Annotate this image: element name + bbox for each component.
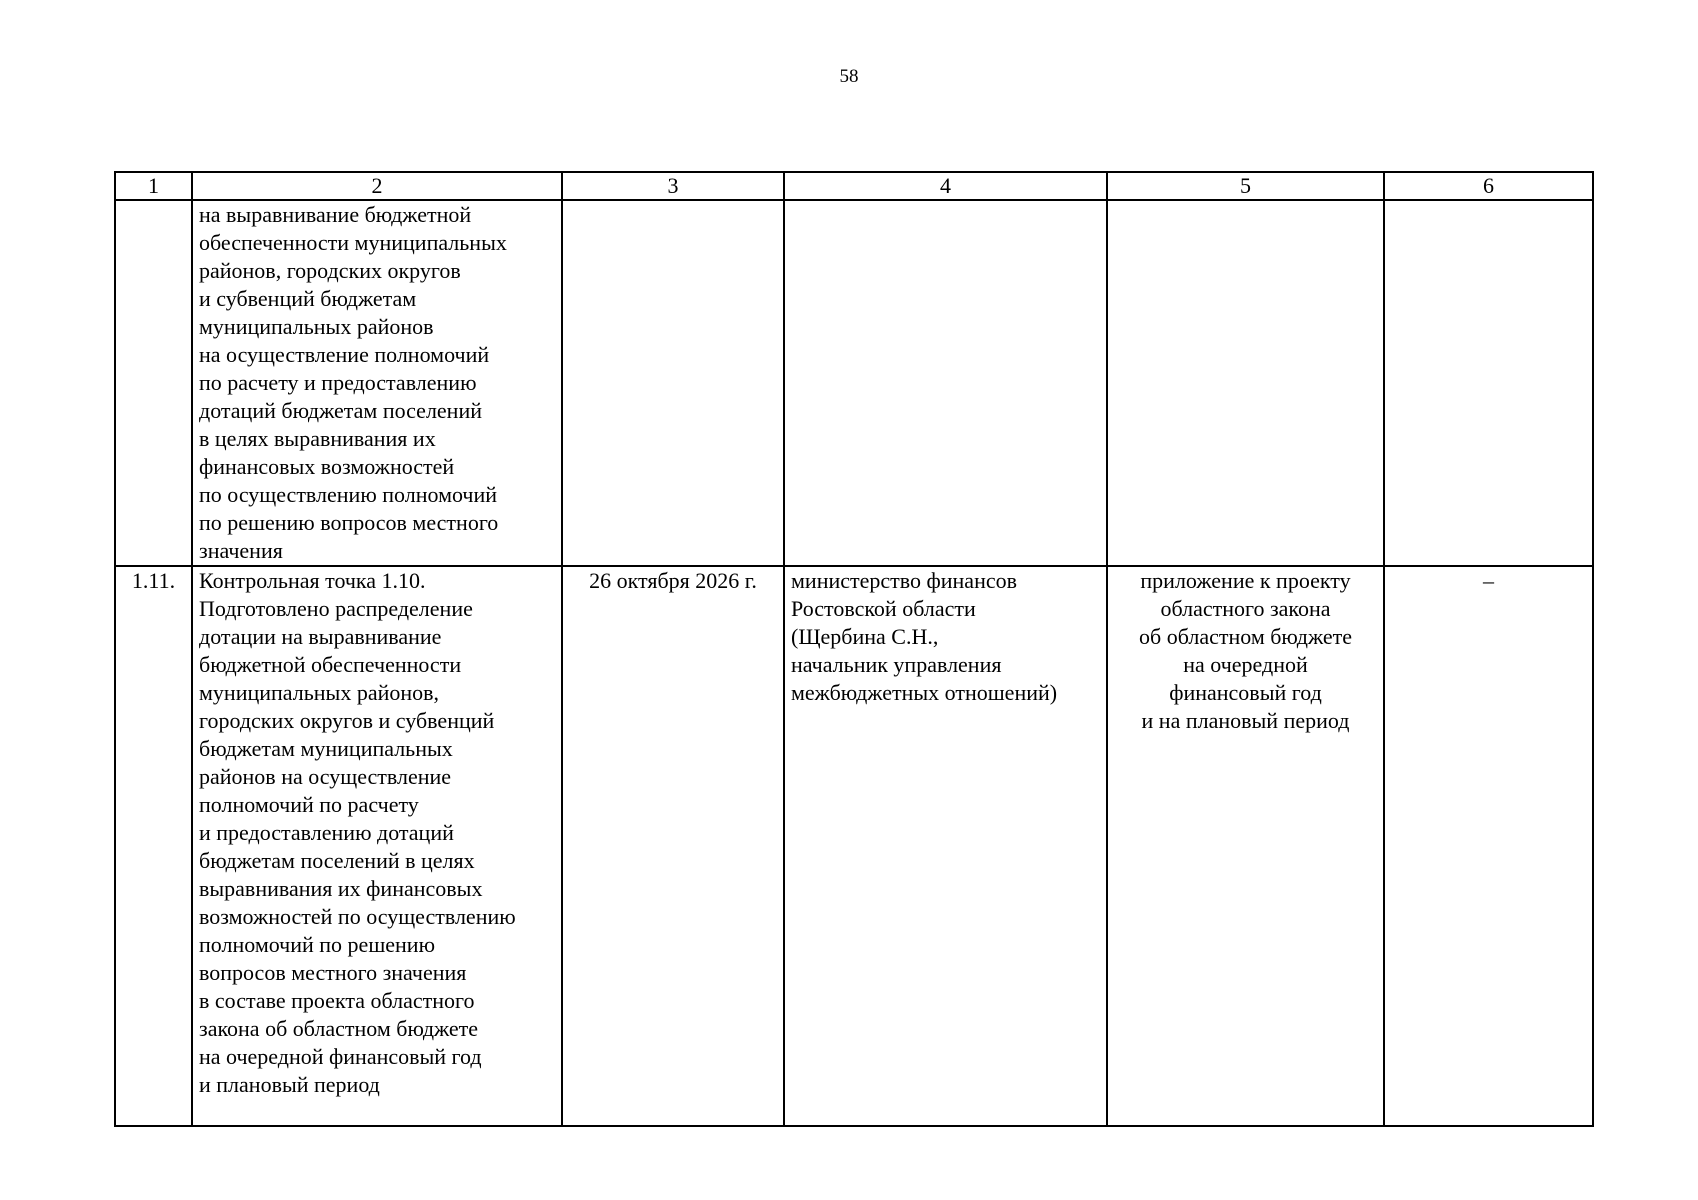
responsible-cell [784, 200, 1107, 566]
column-header-4: 4 [784, 172, 1107, 200]
table-header-row [115, 172, 1593, 200]
table-row [115, 566, 1593, 1126]
column-header-2: 2 [192, 172, 562, 200]
column-header-3: 3 [562, 172, 784, 200]
row-number: 1.11. [131, 568, 176, 593]
document-cell [1107, 566, 1384, 1126]
plan-table [114, 171, 1594, 1127]
row-number-cell [115, 566, 192, 1126]
responsible-cell [784, 566, 1107, 1126]
row-extra: – [1483, 568, 1494, 593]
row-description: Контрольная точка 1.10. Подготовлено распределение дотации на выравнивание бюджетной обеспеченности муниципальных районов, городских округов и субвенций бюджетам муниципальных районов на осуществление полномочий по расчету и предоставлению дотаций бюджетам поселений в целях выравнивания их финансовых возможностей по осуществлению полномочий по решению вопросов местного значения в составе проекта областного закона об областном бюджете на очередной финансовый год и плановый период [199, 568, 516, 1097]
column-header-1: 1 [115, 172, 192, 200]
extra-cell [1384, 200, 1593, 566]
description-cell [192, 200, 562, 566]
row-document: приложение к проекту областного закона об областном бюджете на очередной финансовый год и на плановый период [1139, 568, 1352, 733]
row-description: на выравнивание бюджетной обеспеченности муниципальных районов, городских округов и субвенций бюджетам муниципальных районов на осуществление полномочий по расчету и предоставлению дотаций бюджетам поселений в целях выравнивания их финансовых возможностей по осуществлению полномочий по решению вопросов местного значения [199, 202, 507, 563]
column-header-5: 5 [1107, 172, 1384, 200]
date-cell [562, 566, 784, 1126]
description-cell [192, 566, 562, 1126]
extra-cell [1384, 566, 1593, 1126]
row-date: 26 октября 2026 г. [589, 568, 757, 593]
column-header-6: 6 [1384, 172, 1593, 200]
document-cell [1107, 200, 1384, 566]
row-responsible: министерство финансов Ростовской области (Щербина С.Н., начальник управления межбюджетных отношений) [791, 568, 1058, 705]
table-row [115, 200, 1593, 566]
date-cell [562, 200, 784, 566]
page-number: 58 [839, 66, 859, 87]
row-number-cell [115, 200, 192, 566]
